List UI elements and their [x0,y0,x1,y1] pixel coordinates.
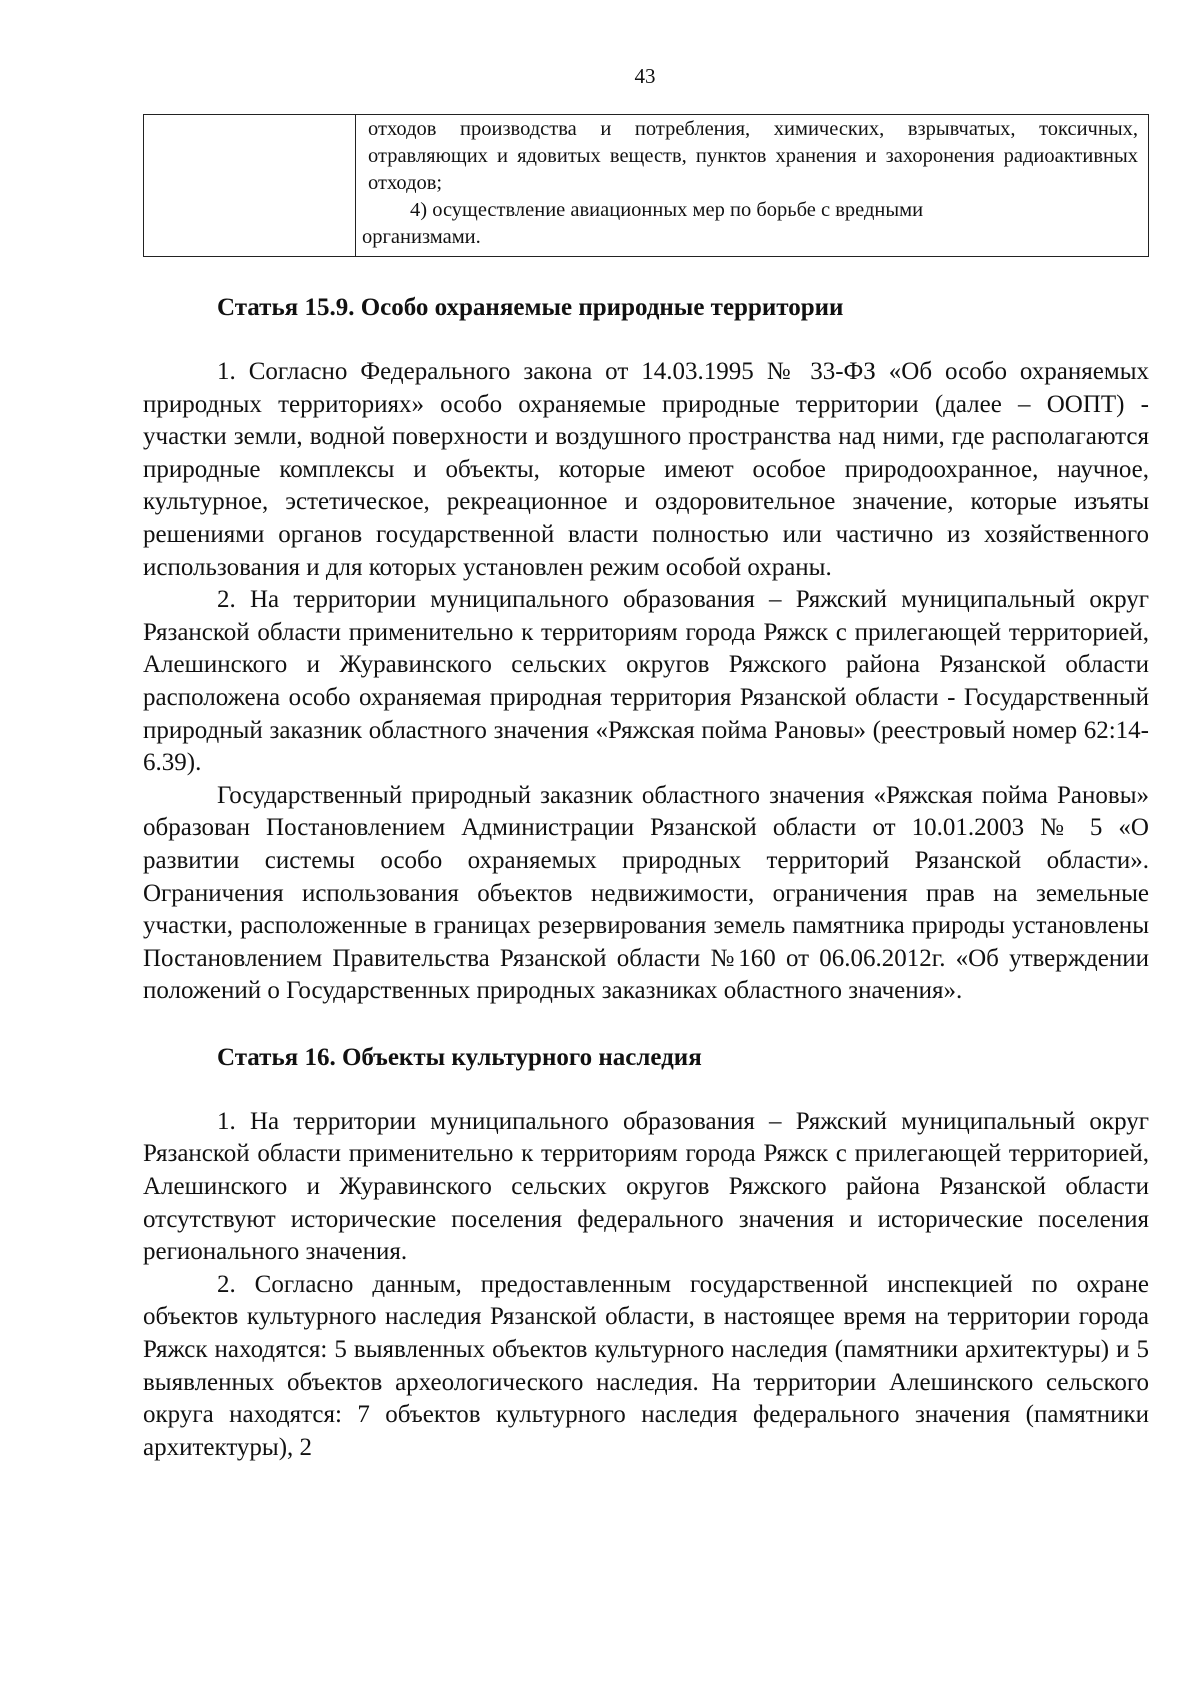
page-number: 43 [634,64,656,88]
section-heading-15-9: Статья 15.9. Особо охраняемые природные территории [217,294,844,321]
table-right-cell [356,115,1148,256]
continuation-table [143,114,1149,257]
table-item-4: 4) осуществление авиационных мер по борьбе с вредными [410,199,924,221]
paragraph-16-2: 2. Согласно данным, предоставленным государственной инспекцией по охране объектов культурного наследия Рязанской области, в настоящее время на территории города Ряжск находятся: 5 выявленных объектов культурного наследия (памятники архитектуры) и 5 выявленных объектов археологического наследия. На территории Алешинского сельского округа находятся: 7 объектов культурного наследия федерального значения (памятники архитектуры), 2 [143,1270,1149,1461]
paragraph-15-9-1: 1. Согласно Федерального закона от 14.03.1995 № 33-ФЗ «Об особо охраняемых природных территориях» особо охраняемые природные территории (далее – ООПТ) - участки земли, водной поверхности и воздушного пространства над ними, где располагаются природные комплексы и объекты, которые имеют особое природоохранное, научное, культурное, эстетическое, рекреационное и оздоровительное значение, которые изъяты решениями органов государственной власти полностью или частично из хозяйственного использования и для которых установлен режим особой охраны. [143,358,1149,581]
section-heading-16: Статья 16. Объекты культурного наследия [217,1043,702,1071]
table-item-4-tail: организмами. [362,226,481,248]
table-left-cell [144,115,356,256]
paragraph-15-9-2: 2. На территории муниципального образования – Ряжский муниципальный округ Рязанской области применительно к территориям города Ряжск с прилегающей территорией, Алешинского и Журавинского сельских округов Ряжского района Рязанской области расположена особо охраняемая природная территория Рязанской области - Государственный природный заказник областного значения «Ряжская пойма Рановы» (реестровый номер 62:14-6.39). [143,586,1149,777]
paragraph-16-1: 1. На территории муниципального образования – Ряжский муниципальный округ Рязанской области применительно к территориям города Ряжск с прилегающей территорией, Алешинского и Журавинского сельских округов Ряжского района Рязанской области отсутствуют исторические поселения федерального значения и исторические поселения регионального значения. [143,1107,1149,1266]
paragraph-15-9-3: Государственный природный заказник областного значения «Ряжская пойма Рановы» образован Постановлением Администрации Рязанской области от 10.01.2003 № 5 «О развитии системы особо охраняемых природных территорий Рязанской области». Ограничения использования объектов недвижимости, ограничения прав на земельные участки, расположенные в границах резервирования земель памятника природы установлены Постановлением Правительства Рязанской области №160 от 06.06.2012г. «Об утверждении положений о Государственных природных заказниках областного значения». [143,781,1149,1005]
table-continuation-text: отходов производства и потребления, химических, взрывчатых, токсичных, отравляющих и ядовитых веществ, пунктов хранения и захоронения радиоактивных отходов; [368,118,1138,194]
document-body [143,288,1149,1464]
